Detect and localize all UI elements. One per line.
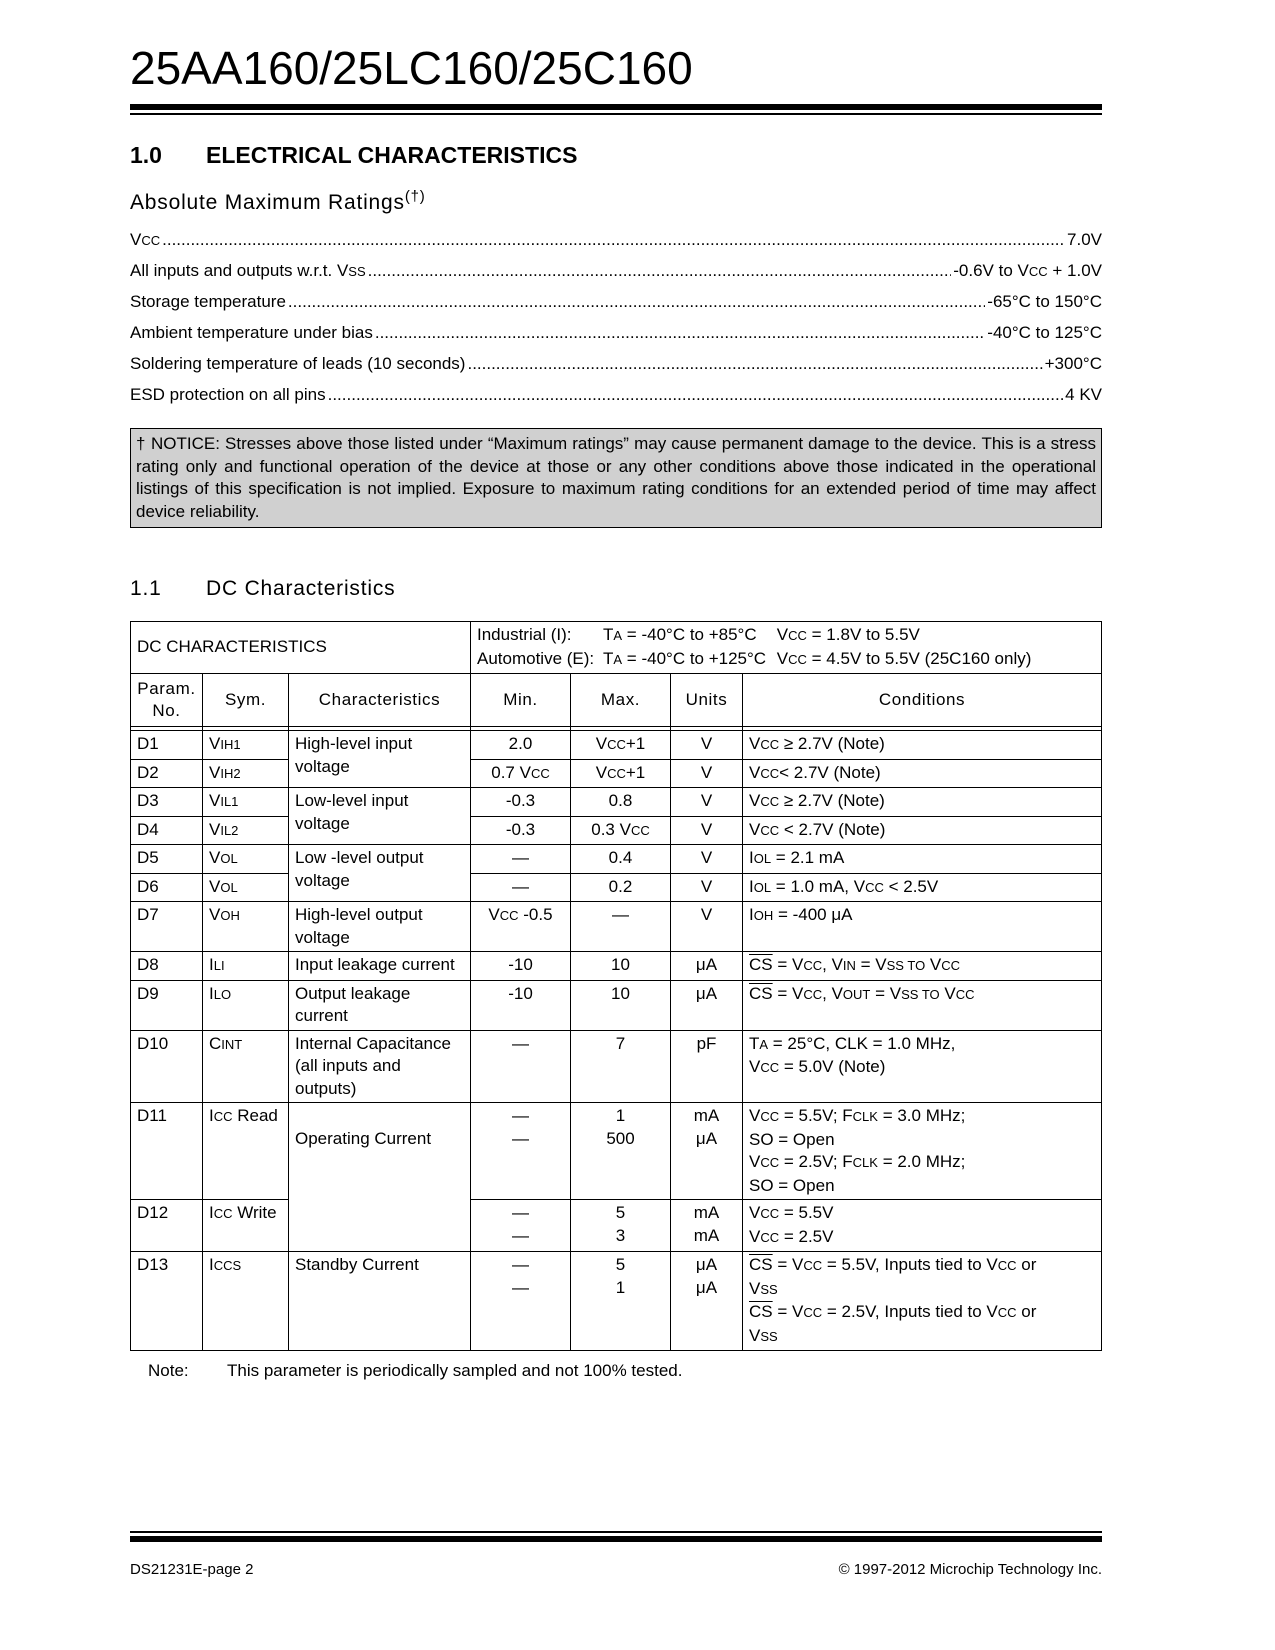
- min-cell: -10: [471, 980, 571, 1030]
- max-cell: 0.2: [571, 873, 671, 902]
- max-cell: 0.4: [571, 845, 671, 874]
- sym-cell: ILI: [203, 952, 289, 981]
- notice-box: † NOTICE: Stresses above those listed under “Maximum ratings” may cause permanent damage to the device. This is a stress rating only and functional operation of the device at those or any other conditions above those indicated in the operational listings of this specification is not implied. Exposure to maximum rating conditions for an extended period of time may affect device reliability.: [130, 428, 1102, 528]
- units-cell: V: [671, 731, 743, 760]
- max-cell: 7: [571, 1030, 671, 1103]
- leader-dots: [467, 354, 1042, 374]
- sym-cell: VOL: [203, 845, 289, 874]
- sym-cell: VIH2: [203, 759, 289, 788]
- footer-rule-thin: [130, 1531, 1102, 1533]
- rating-row: [130, 292, 1102, 323]
- max-cell: VCC+1: [571, 759, 671, 788]
- col-min: Min.: [471, 674, 571, 727]
- cond-cell: VCC ≥ 2.7V (Note): [743, 788, 1102, 817]
- note-label: Note:: [148, 1361, 189, 1380]
- min-cell: -0.3: [471, 788, 571, 817]
- char-cell: Input leakage current: [289, 952, 471, 981]
- min-cell: 0.7 VCC: [471, 759, 571, 788]
- max-cell: —: [571, 902, 671, 952]
- param-cell: D7: [131, 902, 203, 952]
- units-cell: V: [671, 902, 743, 952]
- units-cell: μA: [671, 980, 743, 1030]
- min-cell: —: [471, 845, 571, 874]
- min-cell: 2.0: [471, 731, 571, 760]
- rating-value: 7.0V: [1067, 230, 1102, 249]
- char-cell: Internal Capacitance (all inputs and outputs): [289, 1030, 471, 1103]
- units-cell: μA μA: [671, 1252, 743, 1351]
- units-cell: V: [671, 873, 743, 902]
- table-row: [131, 980, 1102, 1030]
- char-cell: Output leakage current: [289, 980, 471, 1030]
- char-cell: Standby Current: [289, 1252, 471, 1351]
- header-rule-thick: [130, 104, 1102, 110]
- sym-cell: CINT: [203, 1030, 289, 1103]
- rating-label: ESD protection on all pins: [130, 385, 326, 404]
- max-cell: 1 500: [571, 1103, 671, 1200]
- max-cell: 0.8: [571, 788, 671, 817]
- rating-value: +300°C: [1044, 354, 1102, 373]
- col-characteristics: Characteristics: [289, 674, 471, 727]
- char-cell: Operating Current: [289, 1103, 471, 1252]
- units-cell: V: [671, 845, 743, 874]
- dc-section-number: 1.1: [130, 577, 162, 600]
- cond-cell: IOL = 1.0 mA, VCC < 2.5V: [743, 873, 1102, 902]
- table-row: [131, 1252, 1102, 1351]
- char-cell: High-level output voltage: [289, 902, 471, 952]
- param-cell: D6: [131, 873, 203, 902]
- rating-label: All inputs and outputs w.r.t. VSS: [130, 261, 366, 280]
- char-cell: Low -level output voltage: [289, 845, 471, 902]
- cond-cell: IOH = -400 μA: [743, 902, 1102, 952]
- sym-cell: VIL2: [203, 816, 289, 845]
- param-cell: D8: [131, 952, 203, 981]
- table-row: [131, 873, 1102, 902]
- sym-cell: ICC Write: [203, 1200, 289, 1252]
- cond-cell: $\overline{CS}$ = VCC = 5.5V, Inputs tied to VCC or VSS $\overline{CS}$ = VCC = 2.5V, Inputs tied to VCC or VSS: [743, 1252, 1102, 1351]
- units-cell: V: [671, 816, 743, 845]
- rating-row: [130, 230, 1102, 261]
- max-cell: 10: [571, 980, 671, 1030]
- rating-label: Ambient temperature under bias: [130, 323, 373, 342]
- section-title: ELECTRICAL CHARACTERISTICS: [206, 142, 578, 168]
- col-conditions: Conditions: [743, 674, 1102, 727]
- units-cell: mA μA: [671, 1103, 743, 1200]
- sym-cell: VIL1: [203, 788, 289, 817]
- min-cell: — —: [471, 1200, 571, 1252]
- page-title: 25AA160/25LC160/25C160: [130, 42, 693, 94]
- param-cell: D10: [131, 1030, 203, 1103]
- table-row: [131, 1030, 1102, 1103]
- sym-cell: VOH: [203, 902, 289, 952]
- param-cell: D3: [131, 788, 203, 817]
- col-param: Param. No.: [131, 674, 203, 727]
- max-cell: VCC+1: [571, 731, 671, 760]
- footer-page-id: DS21231E-page 2: [130, 1561, 254, 1578]
- table-row: [131, 788, 1102, 817]
- abs-max-title: Absolute Maximum Ratings: [130, 191, 405, 214]
- param-cell: D12: [131, 1200, 203, 1252]
- table-row: [131, 845, 1102, 874]
- table-row: [131, 1200, 1102, 1252]
- table-row: [131, 816, 1102, 845]
- sym-cell: VIH1: [203, 731, 289, 760]
- col-max: Max.: [571, 674, 671, 727]
- char-cell: Low-level input voltage: [289, 788, 471, 845]
- min-cell: VCC -0.5: [471, 902, 571, 952]
- rating-row: [130, 354, 1102, 385]
- cond-cell: $\overline{CS}$ = VCC, VOUT = VSS TO VCC: [743, 980, 1102, 1030]
- min-cell: -10: [471, 952, 571, 981]
- param-cell: D9: [131, 980, 203, 1030]
- abs-max-heading: [130, 188, 426, 215]
- rating-row: [130, 261, 1102, 292]
- param-cell: D5: [131, 845, 203, 874]
- cond-cell: VCC = 5.5V; FCLK = 3.0 MHz; SO = Open VCC = 2.5V; FCLK = 2.0 MHz; SO = Open: [743, 1103, 1102, 1200]
- param-cell: D13: [131, 1252, 203, 1351]
- param-cell: D4: [131, 816, 203, 845]
- rating-label: Soldering temperature of leads (10 seconds): [130, 354, 466, 373]
- rating-label: Storage temperature: [130, 292, 286, 311]
- table-row: [131, 759, 1102, 788]
- max-cell: 0.3 VCC: [571, 816, 671, 845]
- param-cell: D1: [131, 731, 203, 760]
- rating-value: -40°C to 125°C: [987, 323, 1102, 342]
- units-cell: V: [671, 788, 743, 817]
- column-header-row: [131, 674, 1102, 727]
- dc-section-title: DC Characteristics: [206, 577, 396, 600]
- rating-row: [130, 323, 1102, 354]
- max-cell: 10: [571, 952, 671, 981]
- section-number: 1.0: [130, 142, 162, 168]
- sym-cell: ICCS: [203, 1252, 289, 1351]
- cond-cell: TA = 25°C, CLK = 1.0 MHz, VCC = 5.0V (Note): [743, 1030, 1102, 1103]
- rating-value: 4 KV: [1065, 385, 1102, 404]
- param-cell: D11: [131, 1103, 203, 1200]
- rating-value: -0.6V to VCC + 1.0V: [953, 261, 1102, 280]
- table-row: [131, 1103, 1102, 1200]
- min-cell: —: [471, 1030, 571, 1103]
- table-row: [131, 731, 1102, 760]
- cond-cell: IOL = 2.1 mA: [743, 845, 1102, 874]
- header-conditions-range: Industrial (I): TA = -40°C to +85°C VCC = 1.8V to 5.5V Automotive (E): TA = -40°C to +125°C VCC = 4.5V to 5.5V (25C160 only): [471, 622, 1102, 674]
- leader-dots: [375, 323, 985, 343]
- table-row: [131, 952, 1102, 981]
- cond-cell: VCC = 5.5V VCC = 2.5V: [743, 1200, 1102, 1252]
- table-row: [131, 902, 1102, 952]
- table-header-row: [131, 622, 1102, 674]
- max-cell: 5 1: [571, 1252, 671, 1351]
- units-cell: pF: [671, 1030, 743, 1103]
- leader-dots: [368, 261, 952, 281]
- min-cell: —: [471, 873, 571, 902]
- units-cell: V: [671, 759, 743, 788]
- note-text: This parameter is periodically sampled and not 100% tested.: [227, 1361, 683, 1380]
- dc-characteristics-table: [130, 621, 1102, 1351]
- footer-copyright: © 1997-2012 Microchip Technology Inc.: [838, 1561, 1102, 1578]
- leader-dots: [288, 292, 985, 312]
- footer-rule-thick: [130, 1536, 1102, 1542]
- units-cell: mA mA: [671, 1200, 743, 1252]
- header-rule-thin: [130, 113, 1102, 115]
- cond-cell: $\overline{CS}$ = VCC, VIN = VSS TO VCC: [743, 952, 1102, 981]
- min-cell: — —: [471, 1103, 571, 1200]
- rating-label: VCC: [130, 230, 161, 249]
- param-cell: D2: [131, 759, 203, 788]
- leader-dots: [162, 230, 1065, 250]
- min-cell: -0.3: [471, 816, 571, 845]
- dc-heading: [130, 577, 395, 601]
- sym-cell: ICC Read: [203, 1103, 289, 1200]
- rating-row: [130, 385, 1102, 416]
- leader-dots: [328, 385, 1064, 405]
- section-heading: [130, 142, 577, 169]
- rating-value: -65°C to 150°C: [987, 292, 1102, 311]
- char-cell: High-level input voltage: [289, 731, 471, 788]
- col-units: Units: [671, 674, 743, 727]
- col-sym: Sym.: [203, 674, 289, 727]
- cond-cell: VCC ≥ 2.7V (Note): [743, 731, 1102, 760]
- table-note: [148, 1361, 682, 1381]
- units-cell: μA: [671, 952, 743, 981]
- cond-cell: VCC< 2.7V (Note): [743, 759, 1102, 788]
- max-cell: 5 3: [571, 1200, 671, 1252]
- abs-max-ratings-list: [130, 230, 1102, 416]
- header-dc-characteristics: DC CHARACTERISTICS: [131, 622, 471, 674]
- min-cell: — —: [471, 1252, 571, 1351]
- cond-cell: VCC < 2.7V (Note): [743, 816, 1102, 845]
- sym-cell: VOL: [203, 873, 289, 902]
- sym-cell: ILO: [203, 980, 289, 1030]
- dagger-mark: (†): [404, 188, 426, 205]
